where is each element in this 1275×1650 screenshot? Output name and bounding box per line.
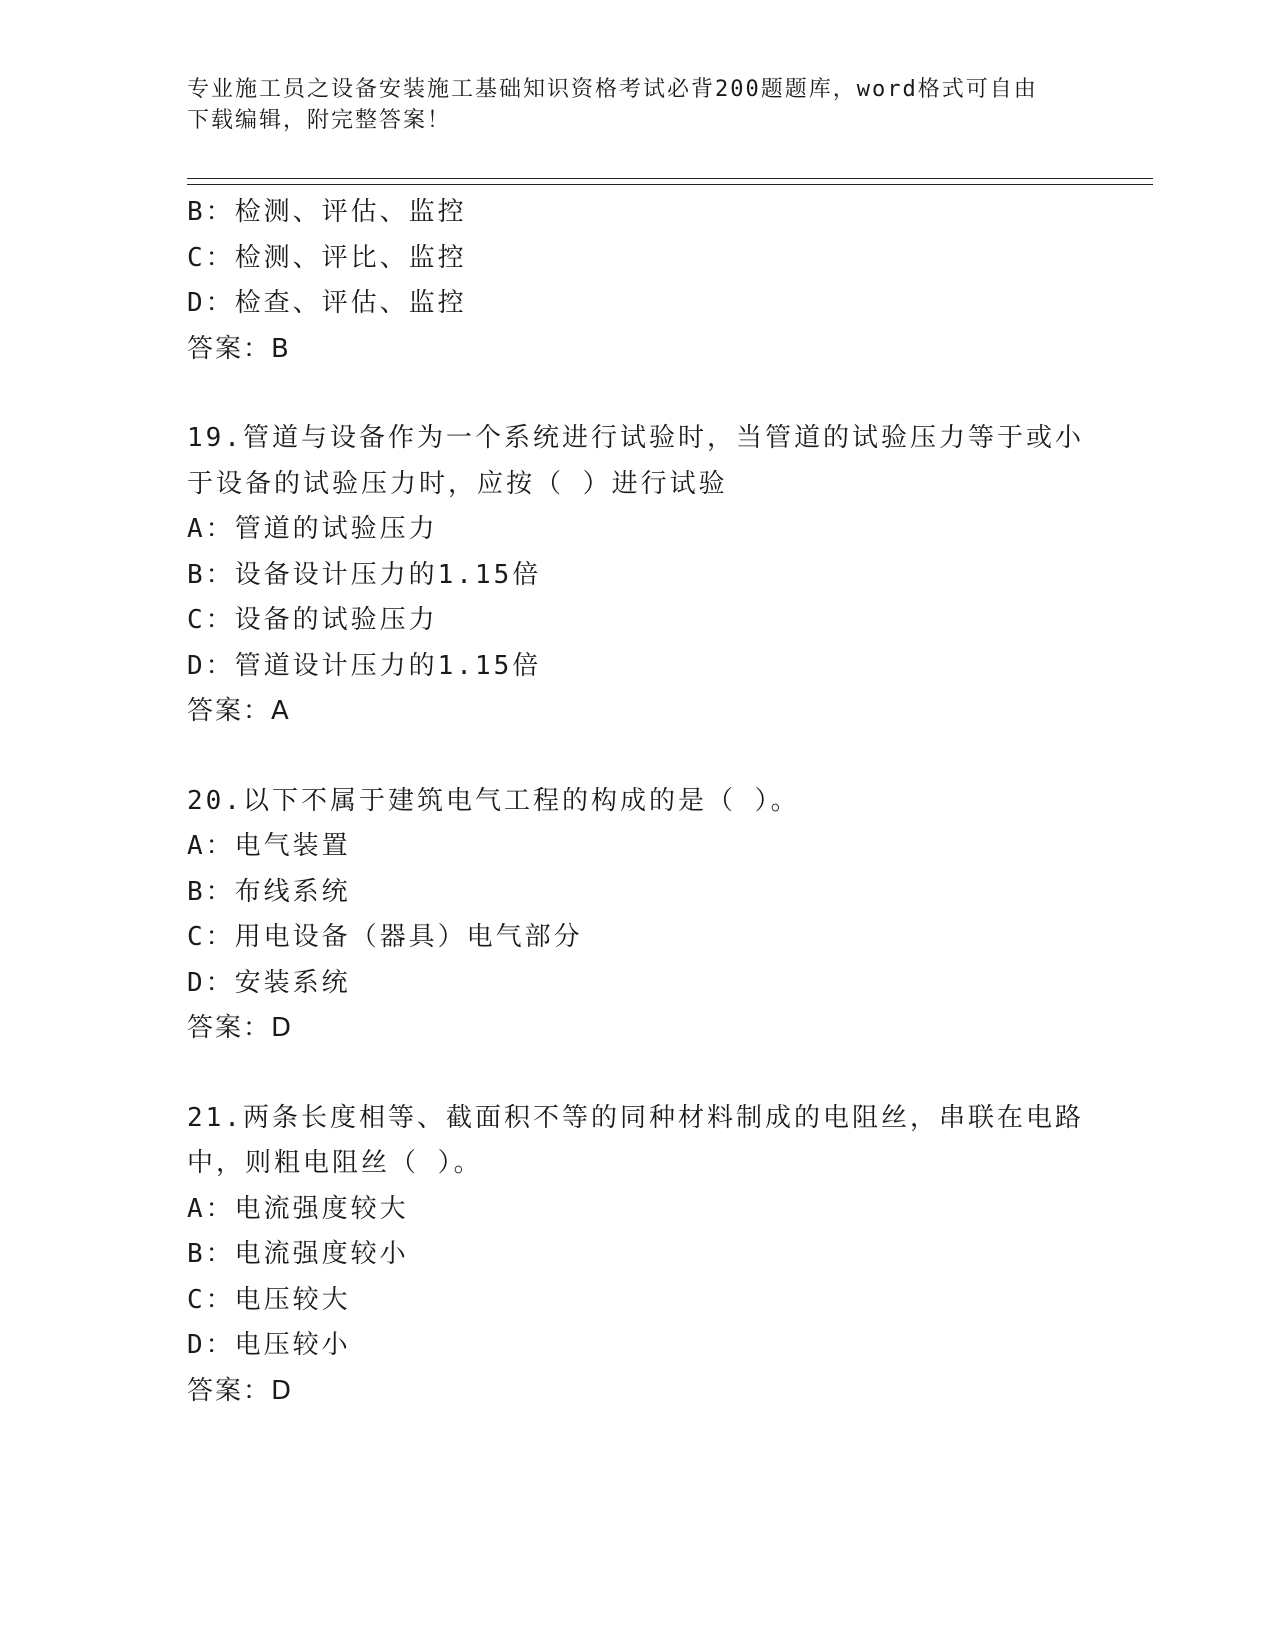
option-a: A：管道的试验压力 (187, 514, 438, 544)
option-d: D：管道设计压力的1.15倍 (187, 650, 542, 681)
answer-line: 答案：D (187, 1375, 294, 1406)
question-spacer (187, 735, 1087, 779)
question-stem-line-2: 于设备的试验压力时，应按（ ）进行试验 (187, 468, 728, 499)
header-title-line-2: 下载编辑，附完整答案！ (187, 108, 452, 133)
question-spacer (187, 1052, 1087, 1096)
option-d: D：安装系统 (187, 967, 351, 998)
header-rule-bottom (187, 184, 1153, 185)
option-b: B：检测、评估、监控 (187, 197, 467, 227)
option-d: D：电压较小 (187, 1330, 351, 1360)
question-stem-line-1: 20.以下不属于建筑电气工程的构成的是（ ）。 (187, 785, 800, 816)
option-b: B：设备设计压力的1.15倍 (187, 559, 542, 590)
answer-line: 答案：D (187, 1013, 294, 1043)
option-c: C：用电设备（器具）电气部分 (187, 922, 583, 952)
question-19 (187, 416, 1087, 735)
answer-line: 答案：B (187, 333, 291, 364)
option-c: C：检测、评比、监控 (187, 242, 467, 273)
question-21 (187, 1096, 1087, 1415)
question-content (187, 190, 1087, 1414)
option-d: D：检查、评估、监控 (187, 288, 467, 318)
question-18-partial (187, 190, 1087, 372)
option-c: C：电压较大 (187, 1284, 351, 1315)
question-stem-line-1: 19.管道与设备作为一个系统进行试验时，当管道的试验压力等于或小 (187, 423, 1084, 453)
option-a: A：电气装置 (187, 831, 351, 861)
question-stem-line-1: 21.两条长度相等、截面积不等的同种材料制成的电阻丝，串联在电路 (187, 1102, 1084, 1133)
option-b: B：布线系统 (187, 876, 351, 907)
option-a: A：电流强度较大 (187, 1193, 409, 1224)
question-stem-line-2: 中，则粗电阻丝（ ）。 (187, 1148, 483, 1178)
answer-line: 答案：A (187, 696, 291, 726)
header-title-line-1: 专业施工员之设备安装施工基础知识资格考试必背200题题库，word格式可自由 (187, 77, 1038, 102)
document-header (187, 74, 1067, 136)
question-spacer (187, 372, 1087, 416)
option-b: B：电流强度较小 (187, 1239, 409, 1269)
option-c: C：设备的试验压力 (187, 605, 438, 635)
header-rule-top (187, 178, 1153, 179)
question-20 (187, 779, 1087, 1052)
